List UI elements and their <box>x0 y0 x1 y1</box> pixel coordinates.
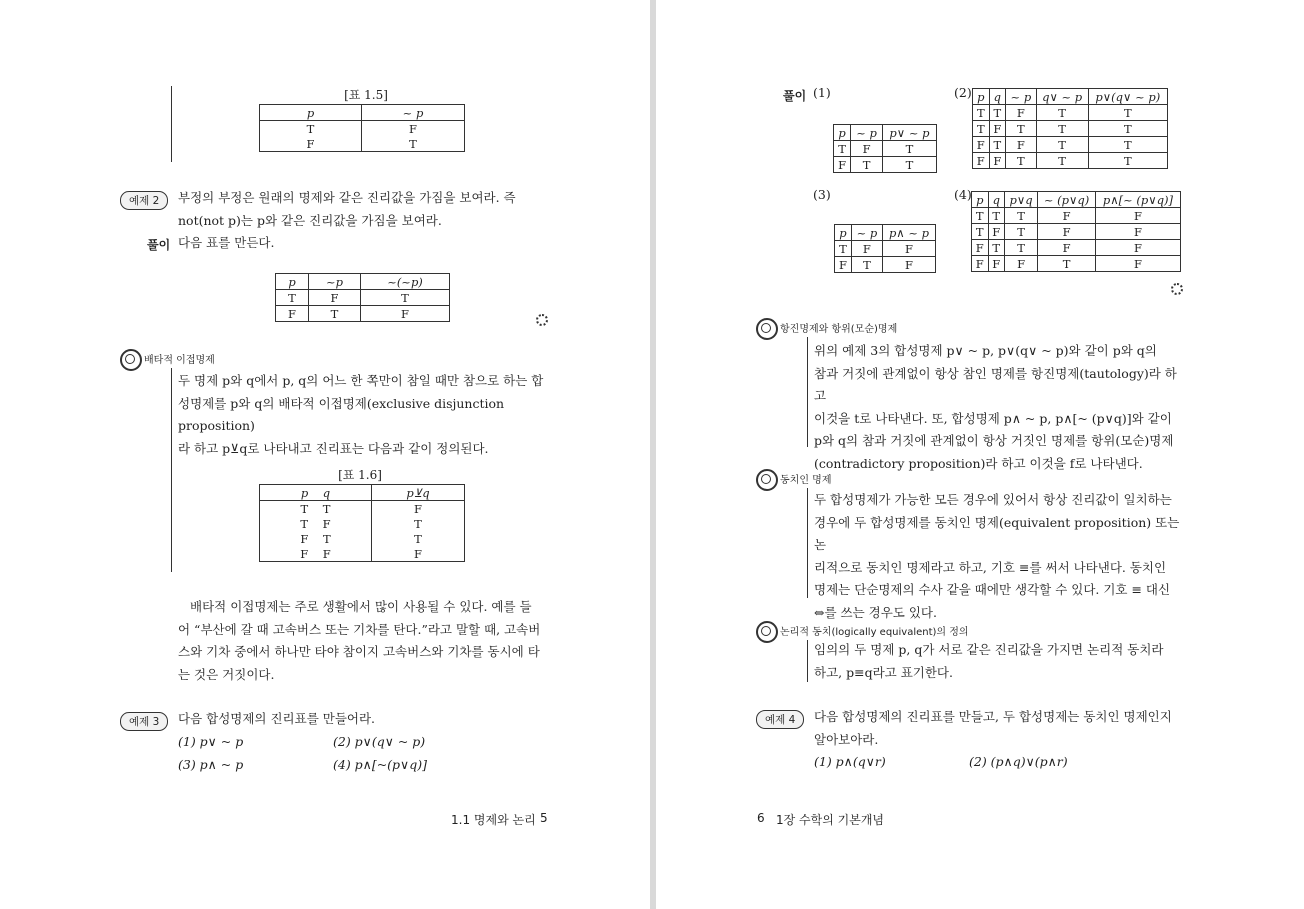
truth-table-part-2 <box>972 88 1168 169</box>
table-header: p∨q <box>1005 192 1038 208</box>
table-cell: F <box>372 501 465 517</box>
table-header: p∧ ~ p <box>882 225 935 241</box>
table-cell: F <box>882 257 935 273</box>
table-header: q <box>989 89 1006 105</box>
tautology-definition <box>814 340 1186 475</box>
table-cell: F <box>972 240 989 256</box>
table-cell: T <box>989 137 1006 153</box>
table-cell: F <box>973 153 990 169</box>
side-rule <box>171 368 172 572</box>
example-2-line: not(not p)는 p와 같은 진리값을 가짐을 보여라. <box>178 212 442 228</box>
table-header: q∨ ~ p <box>1036 89 1088 105</box>
table-cell: F <box>309 290 361 306</box>
table-cell: T <box>972 208 989 224</box>
table-cell: F <box>1095 256 1180 272</box>
table-cell: T <box>1005 224 1038 240</box>
table-cell: F <box>1038 208 1096 224</box>
table-cell: T <box>973 121 990 137</box>
table-cell: T <box>1005 208 1038 224</box>
table-cell: T <box>1036 105 1088 121</box>
table-cell: F F <box>260 546 372 562</box>
table-cell: T <box>1088 121 1167 137</box>
side-rule <box>171 86 172 162</box>
table-header: p q <box>260 485 372 501</box>
exclusive-definition <box>178 370 550 460</box>
footer-page-number: 6 <box>757 811 765 825</box>
truth-table-part-4 <box>971 191 1181 272</box>
table-cell: T <box>1038 256 1096 272</box>
concept-badge <box>756 318 897 340</box>
part-label: (4) <box>954 187 972 202</box>
concept-title: 동치인 명제 <box>780 475 832 486</box>
truth-table-1-6 <box>259 484 465 562</box>
text-line: 는 것은 거짓이다. <box>178 666 275 682</box>
text-line: 다음 합성명제의 진리표를 만들고, 두 합성명제는 동치인 명제인지 <box>814 709 1172 724</box>
concept-badge <box>120 349 215 371</box>
text-line: 경우에 두 합성명제를 동치인 명제(equivalent proposition) 또는 논 <box>814 514 1180 552</box>
table-cell: F T <box>260 531 372 546</box>
table-cell: F <box>834 157 851 173</box>
table-header: ~ (p∨q) <box>1038 192 1096 208</box>
left-page <box>0 0 650 909</box>
end-mark-icon <box>1171 283 1183 295</box>
table-cell: F <box>835 257 852 273</box>
table-cell: F <box>260 136 362 152</box>
truth-table-part-3 <box>834 224 936 273</box>
table-cell: F <box>1006 105 1037 121</box>
table-cell: F <box>1038 240 1096 256</box>
table-cell: T <box>835 241 852 257</box>
side-rule <box>807 488 808 598</box>
table-header: ~ p <box>851 225 882 241</box>
example-3-badge: 예제 3 <box>120 712 168 731</box>
table-cell: T <box>1088 137 1167 153</box>
table-cell: F <box>882 241 935 257</box>
text-line: 참과 거짓에 관계없이 항상 참인 명제를 항진명제(tautology)라 하고 <box>814 365 1177 403</box>
table-cell: F <box>988 224 1005 240</box>
table-header: p <box>276 274 309 290</box>
example-3-item: (3) p∧ ~ p <box>178 757 244 772</box>
concept-title: 항진명제와 항위(모순)명제 <box>780 324 898 335</box>
text-line: 위의 예제 3의 합성명제 p∨ ~ p, p∨(q∨ ~ p)와 같이 p와 q의 <box>814 343 1157 358</box>
table-cell: F <box>1095 208 1180 224</box>
equivalent-definition <box>814 489 1186 624</box>
table-cell: F <box>1095 240 1180 256</box>
table-cell: T <box>882 157 936 173</box>
table-cell: T <box>851 257 882 273</box>
table-header: p∨ ~ p <box>882 125 936 141</box>
table-cell: T <box>362 136 465 152</box>
table-header: ~ p <box>851 125 883 141</box>
text-line: (contradictory proposition)라 하고 이것을 f로 나타낸다. <box>814 455 1143 471</box>
text-line: 두 합성명제가 가능한 모든 경우에 있어서 항상 진리값이 일치하는 <box>814 492 1172 507</box>
table-cell: T T <box>260 501 372 517</box>
example-4-item: (2) (p∧q)∨(p∧r) <box>969 754 1068 769</box>
table-cell: T <box>834 141 851 157</box>
text-line: 어 “부산에 갈 때 고속버스 또는 기차를 탄다.”라고 말할 때, 고속버 <box>178 621 541 637</box>
table-cell: F <box>361 306 450 322</box>
part-label: (3) <box>813 187 831 202</box>
table-caption: [표 1.5] <box>344 88 388 102</box>
footer-section: 1장 수학의 기본개념 <box>776 813 885 827</box>
concept-ring-icon <box>756 469 778 491</box>
table-header: q <box>988 192 1005 208</box>
table-header: ~p <box>309 274 361 290</box>
table-cell: T <box>1005 240 1038 256</box>
concept-ring-icon <box>120 349 142 371</box>
table-cell: T <box>309 306 361 322</box>
example-2-badge: 예제 2 <box>120 191 168 210</box>
table-cell: F <box>989 121 1006 137</box>
concept-ring-icon <box>756 318 778 340</box>
part-label: (1) <box>813 85 831 100</box>
table-header: p <box>972 192 989 208</box>
table-cell: T <box>851 157 883 173</box>
table-cell: F <box>851 141 883 157</box>
table-cell: F <box>988 256 1005 272</box>
concept-title: 논리적 동치(logically equivalent)의 정의 <box>780 627 969 638</box>
side-rule <box>807 640 808 682</box>
table-header: p∧[~ (p∨q)] <box>1095 192 1180 208</box>
table-cell: T <box>1006 121 1037 137</box>
example-4-text <box>814 706 1186 751</box>
table-header: ~ p <box>362 105 465 121</box>
text-line: 두 명제 p와 q에서 p, q의 어느 한 쪽만이 참일 때만 참으로 하는 합 <box>178 373 544 388</box>
table-header: p⊻q <box>372 485 465 501</box>
example-4-item: (1) p∧(q∨r) <box>814 754 886 769</box>
table-cell: T <box>1088 153 1167 169</box>
right-page <box>656 0 1304 909</box>
table-cell: T <box>989 105 1006 121</box>
table-header: p <box>260 105 362 121</box>
truth-table-part-1 <box>833 124 937 173</box>
footer-section: 1.1 명제와 논리 <box>451 813 536 827</box>
text-line: 스와 기차 중에서 하나만 타야 참이지 고속버스와 기차를 동시에 타 <box>178 644 540 659</box>
concept-ring-icon <box>756 621 778 643</box>
text-line: 알아보아라. <box>814 731 879 747</box>
example-2-text <box>178 187 550 232</box>
table-cell: T F <box>260 516 372 531</box>
text-line: p와 q의 참과 거짓에 관계없이 항상 거짓인 명제를 항위(모순)명제 <box>814 433 1174 448</box>
table-cell: F <box>851 241 882 257</box>
table-header: p∨(q∨ ~ p) <box>1088 89 1167 105</box>
text-line: ⇔를 쓰는 경우도 있다. <box>814 604 937 620</box>
truth-table-1-5 <box>259 104 465 152</box>
solution-text: 다음 표를 만든다. <box>178 235 275 250</box>
logical-definition <box>814 639 1186 684</box>
table-cell: T <box>1036 137 1088 153</box>
table-cell: T <box>988 240 1005 256</box>
solution-label: 풀이 <box>147 238 171 252</box>
table-cell: T <box>361 290 450 306</box>
text-line: 성명제를 p와 q의 배타적 이접명제(exclusive disjunction proposition) <box>178 395 505 433</box>
table-cell: F <box>1006 137 1037 153</box>
text-line: 리적으로 동치인 명제라고 하고, 기호 ≡를 써서 나타낸다. 동치인 <box>814 559 1167 575</box>
example-3-text: 다음 합성명제의 진리표를 만들어라. <box>178 711 376 726</box>
table-cell: F <box>1095 224 1180 240</box>
table-header: ~(~p) <box>361 274 450 290</box>
example-3-item: (4) p∧[~(p∨q)] <box>333 757 427 772</box>
text-line: 라 하고 p⊻q로 나타내고 진리표는 다음과 같이 정의된다. <box>178 440 489 456</box>
table-cell: T <box>988 208 1005 224</box>
concept-title: 배타적 이접명제 <box>144 355 215 366</box>
table-cell: T <box>1036 153 1088 169</box>
table-header: p <box>834 125 851 141</box>
table-caption: [표 1.6] <box>338 468 382 482</box>
part-label: (2) <box>954 85 972 100</box>
table-header: ~ p <box>1006 89 1037 105</box>
table-cell: F <box>972 256 989 272</box>
usage-paragraph <box>178 596 550 686</box>
example-4-badge: 예제 4 <box>756 710 804 729</box>
end-mark-icon <box>536 314 548 326</box>
table-cell: F <box>1038 224 1096 240</box>
table-cell: T <box>972 224 989 240</box>
side-rule <box>807 337 808 447</box>
table-cell: T <box>372 516 465 531</box>
table-cell: T <box>276 290 309 306</box>
table-cell: F <box>276 306 309 322</box>
table-cell: T <box>1006 153 1037 169</box>
example-3-item: (1) p∨ ~ p <box>178 734 244 749</box>
text-line: 이것을 t로 나타낸다. 또, 합성명제 p∧ ~ p, p∧[~ (p∨q)]와 같이 <box>814 410 1172 426</box>
text-line: 하고, p≡q라고 표기한다. <box>814 664 953 680</box>
table-cell: T <box>1088 105 1167 121</box>
table-cell: T <box>1036 121 1088 137</box>
example-3-item: (2) p∨(q∨ ~ p) <box>333 734 426 749</box>
footer-page-number: 5 <box>540 811 548 825</box>
table-header: p <box>973 89 990 105</box>
text-line: 임의의 두 명제 p, q가 서로 같은 진리값을 가지면 논리적 동치라 <box>814 642 1164 657</box>
table-cell: F <box>989 153 1006 169</box>
table-cell: F <box>1005 256 1038 272</box>
table-cell: F <box>973 137 990 153</box>
concept-badge <box>756 469 831 491</box>
table-cell: F <box>372 546 465 562</box>
text-line: 배타적 이접명제는 주로 생활에서 많이 사용될 수 있다. 예를 들 <box>190 599 532 614</box>
table-cell: T <box>973 105 990 121</box>
table-cell: T <box>372 531 465 546</box>
solution-label: 풀이 <box>783 89 807 103</box>
table-header: p <box>835 225 852 241</box>
table-cell: T <box>882 141 936 157</box>
example-2-line: 부정의 부정은 원래의 명제와 같은 진리값을 가짐을 보여라. 즉 <box>178 190 516 205</box>
double-negation-table <box>275 273 450 322</box>
table-cell: F <box>362 121 465 137</box>
table-cell: T <box>260 121 362 137</box>
text-line: 명제는 단순명제의 수사 같을 때에만 생각할 수 있다. 기호 ≡ 대신 <box>814 582 1171 597</box>
